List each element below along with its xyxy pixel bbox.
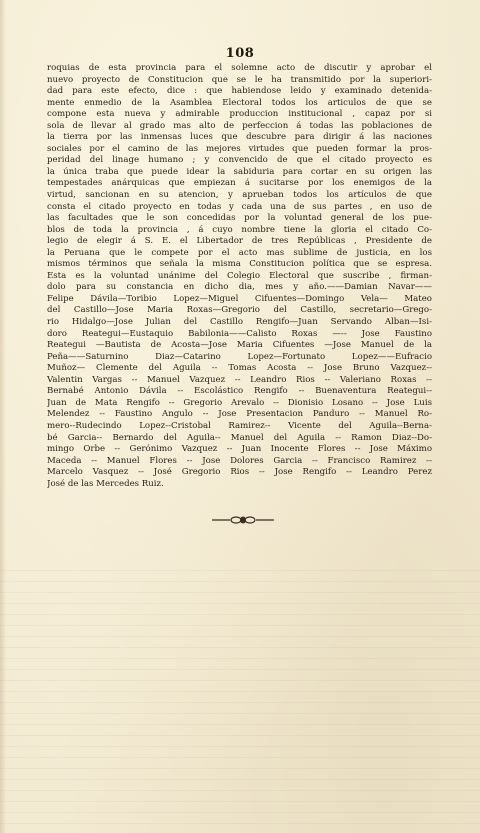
text-line: blos de toda la provincia , á cuyo nombre tiene la gloria el citado Co-	[47, 224, 432, 235]
text-line: mente enmedio de la Asamblea Electoral todos los articulos de que se	[47, 97, 432, 108]
text-line: consta el citado proyecto en todas y cada una de sus partes , en uso de	[47, 201, 432, 212]
text-line: legio de elegir á S. E. el Libertador de tres Repúblicas , Presidente de	[47, 236, 432, 247]
text-line: Melendez -- Faustino Angulo -- Jose Presentacion Panduro -- Manuel Ro-	[47, 409, 432, 420]
text-line: la tierra por las inmensas luces que descubre para dirigir á las naciones	[47, 132, 432, 143]
text-line: dad para este efecto, dice : que habiendose leido y examinado detenida-	[47, 86, 432, 97]
text-line: Esta es la voluntad unánime del Colegio Electoral que suscribe , firman-	[47, 270, 432, 281]
text-line: Peña——Saturnino Diaz—Catarino Lopez—Fortunato Lopez——Eufracio	[47, 351, 432, 362]
text-line: la Peruana que le compete por el acto mas sublime de justicia, en los	[47, 247, 432, 258]
text-line: virtud, sancionan en su atencion, y aprueban todos los artículos de que	[47, 190, 432, 201]
text-line: mismos términos que señala la misma Constitucion política que se espresa.	[47, 259, 432, 270]
page-edge-shadow	[0, 0, 6, 833]
text-line: bé Garcia-- Bernardo del Aguila-- Manuel del Aguila -- Ramon Diaz--Do-	[47, 432, 432, 443]
text-line: mingo Orbe -- Gerónimo Vazquez -- Juan Inocente Flores -- Jose Máximo	[47, 444, 432, 455]
text-line: dolo para su constancia en dicho dia, mes y año.——Damian Navar——	[47, 282, 432, 293]
text-line: las facultades que le son concedidas por la voluntad general de los pue-	[47, 213, 432, 224]
body-text	[47, 63, 432, 490]
text-line: Bernabé Antonio Dávila -- Escolástico Rengifo -- Buenaventura Reategui--	[47, 386, 432, 397]
text-line: la única traba que puede idear la sabiduria para cortar en su origen las	[47, 166, 432, 177]
text-line: Maceda -- Manuel Flores -- Jose Dolores Garcia -- Francisco Ramirez --	[47, 455, 432, 466]
text-line: sola de llevar al grado mas alto de perfeccion á todas las poblaciones de	[47, 120, 432, 131]
text-line-final: José de las Mercedes Ruiz.	[47, 478, 164, 489]
text-line: sociales por el camino de las mejores virtudes que pueden formar la pros-	[47, 143, 432, 154]
text-line: roquias de esta provincia para el solemne acto de discutir y aprobar el	[47, 63, 432, 73]
text-line: del Castillo—Jose Maria Roxas—Gregorio del Castillo, secretario—Grego-	[47, 305, 432, 316]
text-line: tempestades anárquicas que empiezan á sucitarse por los enemigos de la	[47, 178, 432, 189]
text-line: doro Reategui—Eustaquio Babilonia——Calisto Roxas —-- Jose Faustino	[47, 328, 432, 339]
ornament-divider-icon	[210, 515, 276, 525]
text-line: peridad del linage humano ; y convencido de que el citado proyecto es	[47, 155, 432, 166]
text-line: compone esta nueva y admirable produccion institucional , capaz por si	[47, 109, 432, 120]
text-line: Muñoz— Clemente del Aguila -- Tomas Acosta -- Jose Bruno Vazquez--	[47, 363, 432, 374]
text-line: Marcelo Vasquez -- José Gregorio Rios -- Jose Rengifo -- Leandro Perez	[47, 467, 432, 478]
page-number: 108	[225, 46, 255, 61]
text-line: Valentin Vargas -- Manuel Vazquez -- Leandro Rios -- Valeriano Roxas --	[47, 374, 432, 385]
bleed-through-texture	[0, 560, 480, 833]
text-line: nuevo proyecto de Constitucion que se le ha transmitido por la superiori-	[47, 74, 432, 85]
text-line: Reategui —Bautista de Acosta—Jose Maria Cifuentes —Jose Manuel de la	[47, 340, 432, 351]
text-line: Juan de Mata Rengifo -- Gregorio Arevalo -- Dionisio Losano -- Jose Luis	[47, 397, 432, 408]
text-line: rio Hidalgo—Jose Julian del Castillo Rengifo—Juan Servando Alban—Isi-	[47, 317, 432, 328]
text-line: mero--Rudecindo Lopez--Cristobal Ramirez-- Vicente del Aguila--Berna-	[47, 420, 432, 431]
text-line: Felipe Dávila—Toribio Lopez—Miguel Cifuentes—Domingo Vela— Mateo	[47, 293, 432, 304]
